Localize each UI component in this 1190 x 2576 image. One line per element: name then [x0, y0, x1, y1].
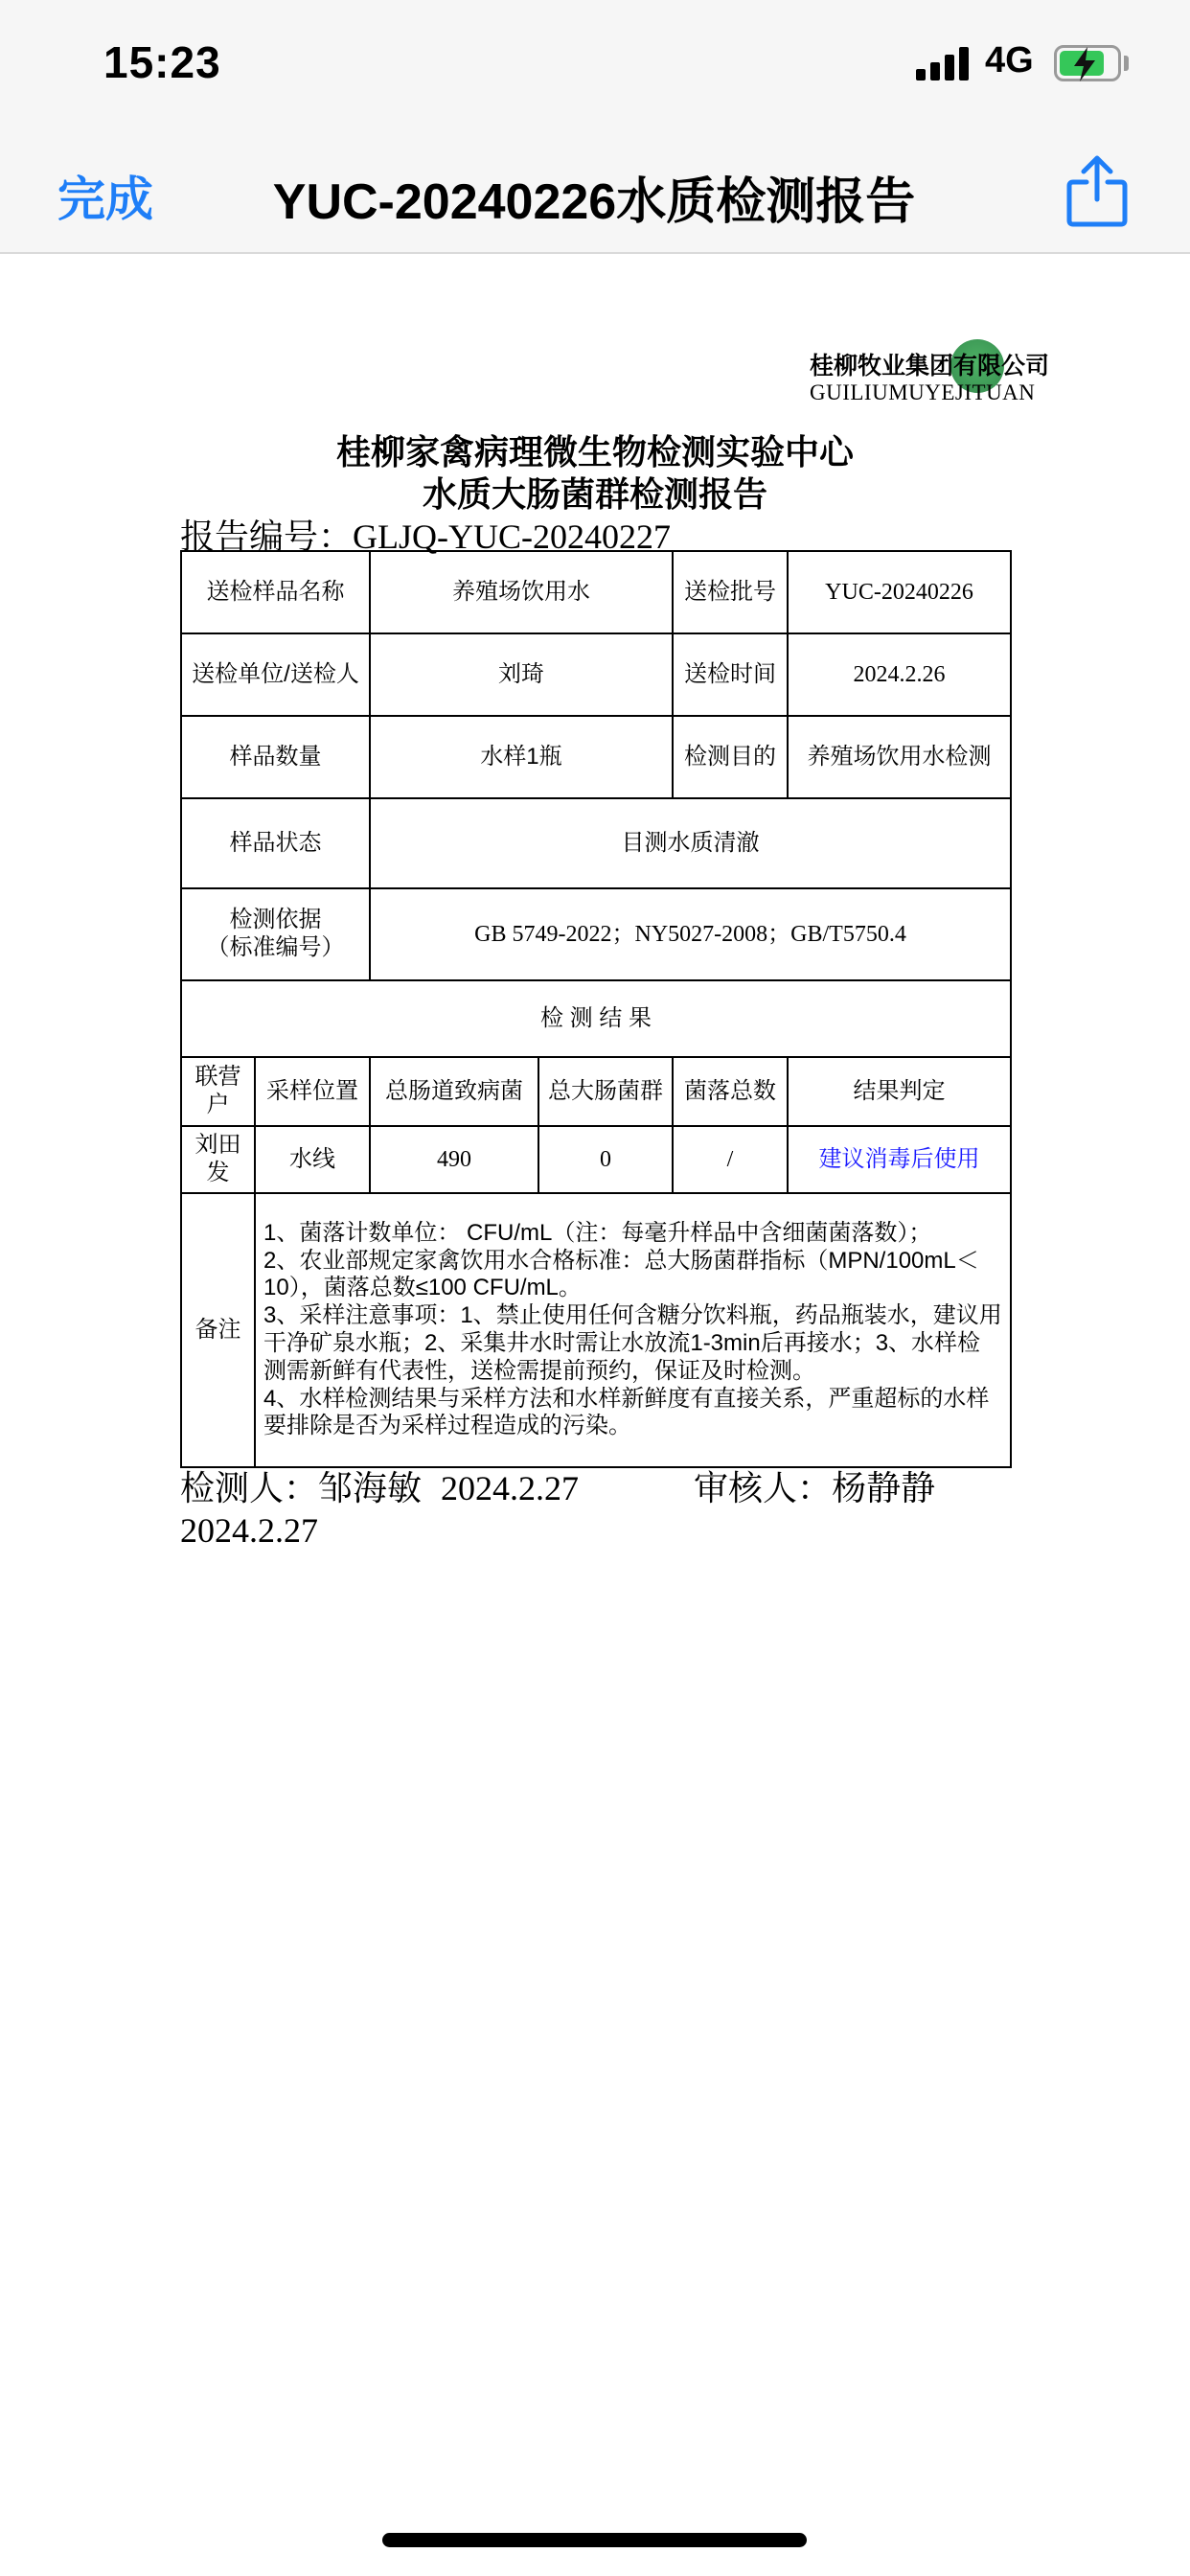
notes-row [181, 1193, 1011, 1467]
done-button[interactable]: 完成 [57, 172, 153, 226]
table-row [181, 633, 1011, 716]
network-type: 4G [985, 40, 1034, 80]
unit-value: 刘琦 [370, 633, 673, 716]
report-number-label: 报告编号： [180, 517, 354, 556]
lab-title: 桂柳家禽病理微生物检测实验中心 [335, 432, 854, 472]
report-number-value: GLJQ-YUC-20240227 [353, 518, 671, 556]
state-label: 样品状态 [181, 798, 370, 888]
result-cell: 0 [538, 1126, 673, 1193]
notes-content [255, 1193, 1011, 1467]
basis-label [181, 888, 370, 980]
time-value: 2024.2.26 [788, 633, 1011, 716]
tester-name: 邹海敏 [318, 1468, 423, 1507]
basis-value: GB 5749-2022；NY5027-2008；GB/T5750.4 [370, 888, 1011, 980]
sample-name-label: 送检样品名称 [181, 551, 370, 633]
report-title: 水质大肠菌群检测报告 [422, 474, 767, 514]
sample-name-value: 养殖场饮用水 [370, 551, 673, 633]
top-bar [0, 0, 1190, 254]
tester-label: 检测人： [180, 1468, 319, 1507]
page-title: YUC-20240226水质检测报告 [272, 174, 916, 230]
state-value: 目测水质清澈 [370, 798, 1011, 888]
col-header: 总大肠菌群 [538, 1057, 673, 1126]
table-row [181, 798, 1011, 888]
table-row [181, 551, 1011, 633]
reviewer-name: 杨静静 [832, 1468, 936, 1507]
col-header: 结果判定 [788, 1057, 1011, 1126]
result-cell: 490 [370, 1126, 538, 1193]
results-row [181, 1126, 1011, 1193]
result-cell: 水线 [255, 1126, 370, 1193]
company-name-en: GUILIUMUYEJITUAN [810, 380, 1036, 404]
result-judgement: 建议消毒后使用 [788, 1126, 1011, 1193]
signal-icon [916, 46, 970, 80]
batch-value: YUC-20240226 [788, 551, 1011, 633]
battery-cap [1124, 56, 1129, 71]
table-row [181, 888, 1011, 980]
reviewer-date: 2024.2.27 [180, 1511, 318, 1551]
col-header: 总肠道致病菌 [370, 1057, 538, 1126]
batch-label: 送检批号 [673, 551, 788, 633]
col-header: 采样位置 [255, 1057, 370, 1126]
purpose-value: 养殖场饮用水检测 [788, 716, 1011, 798]
time-label: 送检时间 [673, 633, 788, 716]
results-header: 检 测 结 果 [181, 980, 1011, 1057]
result-cell: 刘田发 [181, 1126, 255, 1193]
basis-label-line2: （标准编号） [206, 934, 345, 960]
company-name: 桂柳牧业集团有限公司 [810, 353, 1050, 380]
signature-line [180, 1467, 1023, 1552]
quantity-label: 样品数量 [181, 716, 370, 798]
note-item: 3、采样注意事项：1、禁止使用任何含糖分饮料瓶，药品瓶装水，建议用干净矿泉水瓶；2、采集井水时需让水放流1-3min后再接水；3、水样检测需新鲜有代表性，送检需提前预约，保证及时检测。 [263, 1302, 1002, 1384]
col-header: 菌落总数 [673, 1057, 788, 1126]
notes-label: 备注 [181, 1193, 255, 1467]
reviewer-label: 审核人： [694, 1468, 833, 1507]
note-item: 1、菌落计数单位： CFU/mL（注：每毫升样品中含细菌菌落数）； [263, 1219, 932, 1246]
share-icon[interactable] [1065, 153, 1129, 228]
purpose-label: 检测目的 [673, 716, 788, 798]
report-table [180, 550, 1012, 1468]
note-item: 4、水样检测结果与采样方法和水样新鲜度有直接关系，严重超标的水样要排除是否为采样过程造成的污染。 [263, 1385, 990, 1439]
battery-charging-icon [1054, 45, 1121, 81]
unit-label: 送检单位/送检人 [181, 633, 370, 716]
result-cell: / [673, 1126, 788, 1193]
col-header: 联营户 [181, 1057, 255, 1126]
table-row [181, 980, 1011, 1057]
note-item: 2、农业部规定家禽饮用水合格标准：总大肠菌群指标（MPN/100mL＜10），菌落总数≤100 CFU/mL。 [263, 1247, 979, 1301]
basis-label-line1: 检测依据 [229, 907, 322, 933]
table-row [181, 716, 1011, 798]
results-header-row [181, 1057, 1011, 1126]
quantity-value: 水样1瓶 [370, 716, 673, 798]
status-time: 15:23 [103, 37, 221, 87]
home-indicator[interactable] [382, 2533, 807, 2547]
tester-date: 2024.2.27 [441, 1469, 580, 1507]
